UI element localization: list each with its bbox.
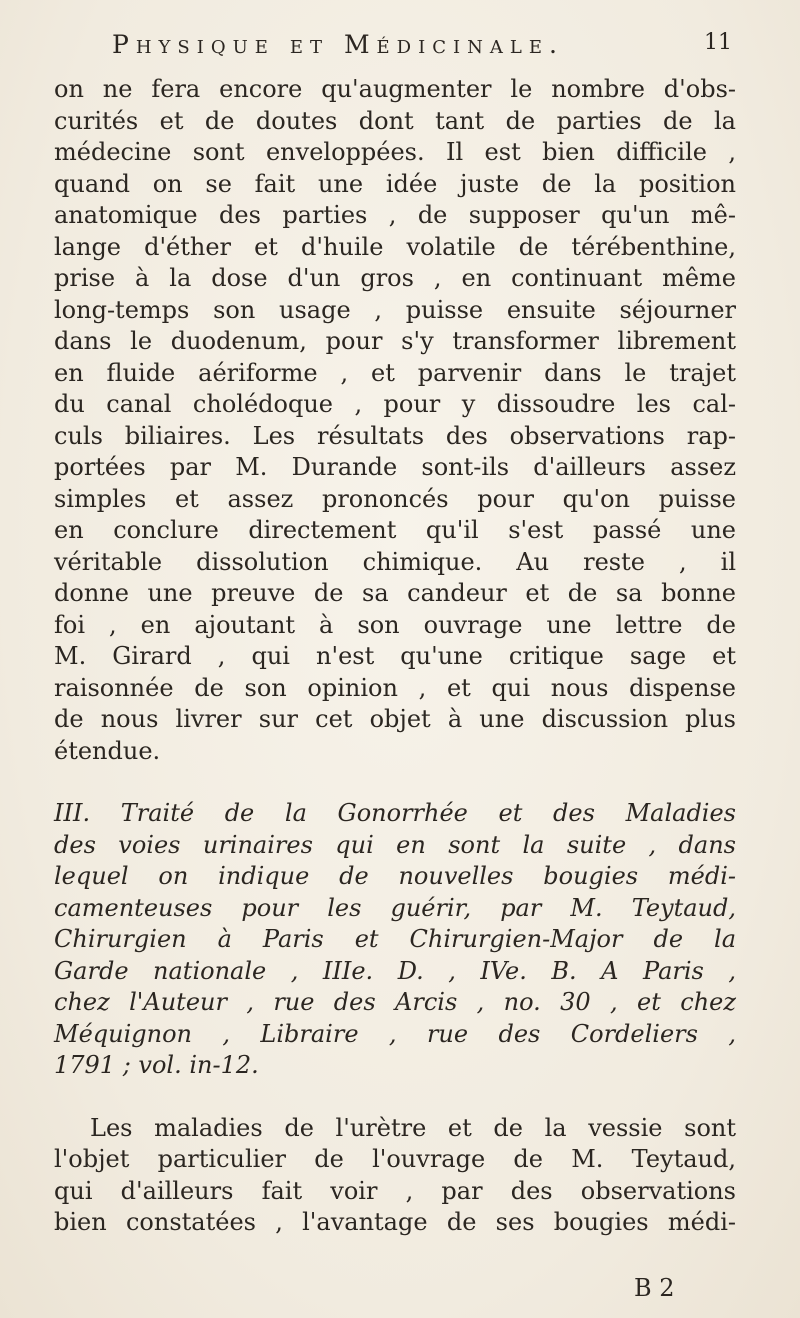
body-text: [54, 74, 736, 1239]
text-line: Chirurgien à Paris et Chirurgien-Major de la: [54, 925, 736, 953]
text-line: bien constatées , l'avantage de ses bougies médi-: [54, 1208, 736, 1236]
text-line: portées par M. Durande sont-ils d'ailleurs assez: [54, 453, 736, 481]
text-line: lange d'éther et d'huile volatile de térébenthine,: [54, 232, 736, 261]
paragraph-gap: [54, 1082, 736, 1113]
text-line: M. Girard , qui n'est qu'une critique sage et: [54, 642, 736, 670]
page-header: [112, 30, 732, 70]
text-line: Méquignon , Libraire , rue des Cordeliers ,: [54, 1019, 736, 1048]
text-line: véritable dissolution chimique. Au reste , il: [54, 547, 736, 576]
text-line: en conclure directement qu'il s'est passé une: [54, 516, 736, 544]
text-line: on ne fera encore qu'augmenter le nombre d'obs-: [54, 75, 736, 103]
text-line: chez l'Auteur , rue des Arcis , no. 30 , et chez: [54, 988, 736, 1016]
text-line: lequel on indique de nouvelles bougies médi-: [54, 862, 736, 890]
signature-mark: B 2: [634, 1274, 675, 1302]
text-line: de nous livrer sur cet objet à une discussion plus: [54, 705, 736, 733]
text-line: simples et assez prononcés pour qu'on puisse: [54, 484, 736, 513]
text-line: camenteuses pour les guérir, par M. Teytaud,: [54, 893, 736, 922]
text-line: long-temps son usage , puisse ensuite séjourner: [54, 295, 736, 324]
text-line: du canal cholédoque , pour y dissoudre les cal-: [54, 390, 736, 418]
text-line: quand on se fait une idée juste de la position: [54, 169, 736, 198]
text-line: des voies urinaires qui en sont la suite , dans: [54, 830, 736, 859]
running-head: Physique et Médicinale.: [112, 30, 564, 59]
text-line: Garde nationale , IIIe. D. , IVe. B. A Paris ,: [54, 956, 736, 985]
text-line: culs biliaires. Les résultats des observations rap-: [54, 421, 736, 450]
text-line: anatomique des parties , de supposer qu'un mê-: [54, 201, 736, 229]
text-line: curités et de doutes dont tant de parties de la: [54, 106, 736, 135]
text-line: dans le duodenum, pour s'y transformer librement: [54, 327, 736, 355]
text-line: III. Traité de la Gonorrhée et des Maladies: [54, 799, 736, 827]
text-line: donne une preuve de sa candeur et de sa bonne: [54, 579, 736, 607]
text-line: qui d'ailleurs fait voir , par des observations: [54, 1176, 736, 1205]
text-line: foi , en ajoutant à son ouvrage une lettre de: [54, 610, 736, 639]
text-line: prise à la dose d'un gros , en continuant même: [54, 264, 736, 292]
text-line: raisonnée de son opinion , et qui nous dispense: [54, 673, 736, 702]
text-line: 1791 ; vol. in-12.: [54, 1051, 259, 1079]
paragraph-durande-review: [54, 74, 736, 767]
paragraph-gap: [54, 767, 736, 798]
text-line: l'objet particulier de l'ouvrage de M. Teytaud,: [54, 1145, 736, 1173]
text-line: Les maladies de l'urètre et de la vessie sont: [90, 1113, 736, 1142]
text-line: étendue.: [54, 736, 161, 765]
paragraph-teytaud-review: [54, 1113, 736, 1239]
text-line: en fluide aériforme , et parvenir dans le trajet: [54, 358, 736, 387]
page-number: 11: [704, 30, 732, 55]
book-entry-teytaud: [54, 798, 736, 1082]
text-line: médecine sont enveloppées. Il est bien difficile ,: [54, 138, 736, 166]
